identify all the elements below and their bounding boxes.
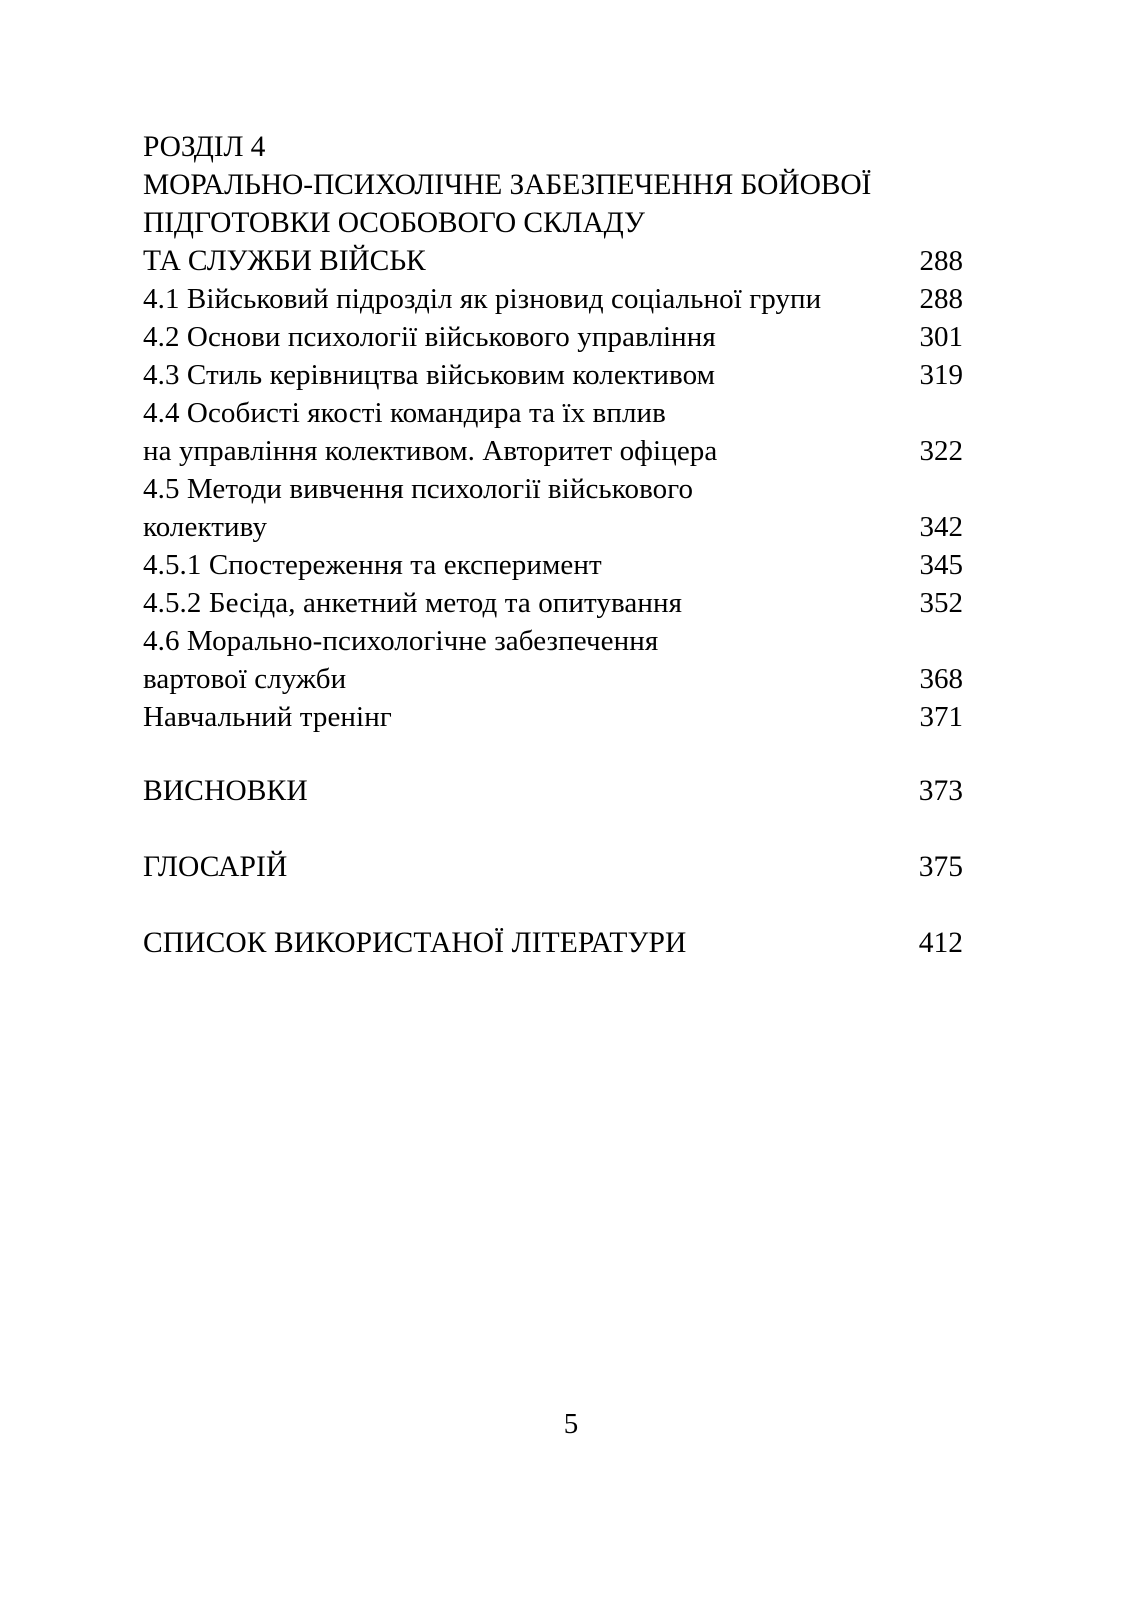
toc-entry-title: вартової служби [143, 663, 347, 695]
chapter-heading-text: РОЗДІЛ 4 [143, 131, 266, 163]
toc-entry-title: 4.4 Особисті якості командира та їх вплив [143, 397, 666, 429]
toc-entry-title: на управління колективом. Авторитет офіцера [143, 435, 718, 467]
chapter-heading-line [143, 128, 963, 166]
toc-entry-title: 4.1 Військовий підрозділ як різновид соціальної групи [143, 283, 822, 315]
chapter-heading-text: ПІДГОТОВКИ ОСОБОВОГО СКЛАДУ [143, 207, 645, 239]
toc-entry-continuation[interactable] [143, 508, 963, 546]
toc-entry-page: 352 [919, 587, 963, 619]
toc-entry[interactable] [143, 698, 963, 736]
toc-entry-page: 342 [919, 511, 963, 543]
toc-entry-title: 4.5.1 Спостереження та експеримент [143, 549, 602, 581]
toc-entry-backmatter[interactable] [143, 924, 963, 962]
toc-entry[interactable] [143, 546, 963, 584]
toc-entry-title: колективу [143, 511, 268, 543]
toc-entry-page: 288 [919, 283, 963, 315]
chapter-heading-line [143, 204, 963, 242]
section-gap [143, 810, 963, 848]
toc-entry[interactable] [143, 584, 963, 622]
section-gap [143, 886, 963, 924]
chapter-heading-page: 288 [919, 245, 963, 277]
chapter-heading-text: ТА СЛУЖБИ ВІЙСЬК [143, 245, 426, 277]
toc-entry-title: 4.5.2 Бесіда, анкетний метод та опитування [143, 587, 683, 619]
toc-entry[interactable] [143, 394, 963, 432]
toc-entry-backmatter[interactable] [143, 772, 963, 810]
toc-entry-continuation[interactable] [143, 660, 963, 698]
toc-entry[interactable] [143, 318, 963, 356]
toc-entry-continuation[interactable] [143, 432, 963, 470]
toc-entry-title: ГЛОСАРІЙ [143, 851, 288, 883]
section-gap [143, 736, 963, 772]
toc-entry-page: 371 [919, 701, 963, 733]
toc-entry-title: СПИСОК ВИКОРИСТАНОЇ ЛІТЕРАТУРИ [143, 927, 687, 959]
toc-entry[interactable] [143, 356, 963, 394]
toc-entry-title: ВИСНОВКИ [143, 775, 308, 807]
toc-entry-page: 373 [918, 775, 963, 807]
chapter-heading-text: МОРАЛЬНО-ПСИХОЛІЧНЕ ЗАБЕЗПЕЧЕННЯ БОЙОВОЇ [143, 169, 872, 201]
toc-entry[interactable] [143, 622, 963, 660]
toc-entry-title: 4.3 Стиль керівництва військовим колективом [143, 359, 716, 391]
toc-entry-page: 319 [919, 359, 963, 391]
toc-entry-backmatter[interactable] [143, 848, 963, 886]
toc-entry[interactable] [143, 470, 963, 508]
page-folio-number: 5 [563, 1408, 579, 1440]
toc-entry-page: 345 [919, 549, 963, 581]
toc-entry-page: 322 [919, 435, 963, 467]
toc-entry-page: 368 [919, 663, 963, 695]
toc-entry[interactable] [143, 280, 963, 318]
toc-entry-title: Навчальний тренінг [143, 701, 392, 733]
toc-entry-title: 4.6 Морально-психологічне забезпечення [143, 625, 659, 657]
toc-entry-title: 4.2 Основи психології військового управління [143, 321, 716, 353]
table-of-contents [143, 128, 963, 962]
toc-entry-page: 412 [918, 927, 963, 959]
toc-entry-page: 301 [919, 321, 963, 353]
toc-entry-page: 375 [918, 851, 963, 883]
chapter-heading-line [143, 242, 963, 280]
toc-entry-title: 4.5 Методи вивчення психології військового [143, 473, 694, 505]
chapter-heading-line [143, 166, 963, 204]
